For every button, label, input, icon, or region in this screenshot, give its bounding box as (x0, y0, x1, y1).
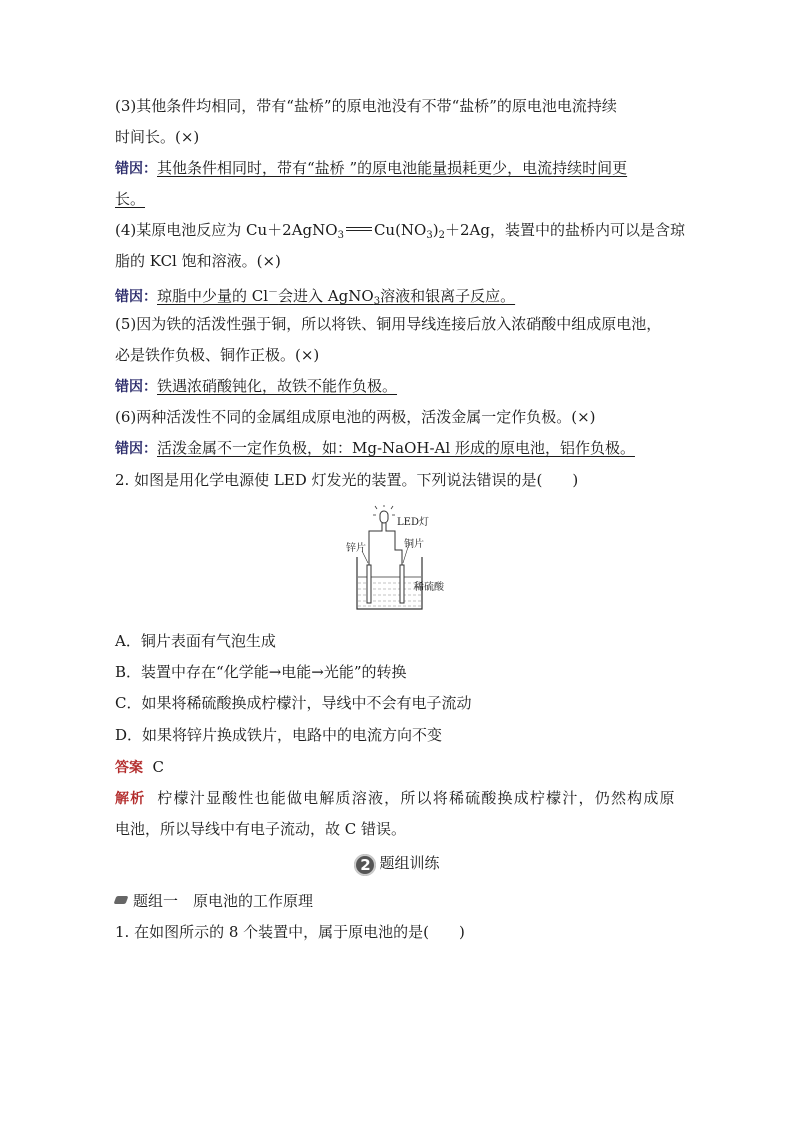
q4-text-b: Cu(NO (373, 221, 427, 239)
group-title: 题组一 原电池的工作原理 (133, 892, 314, 910)
cause-3-text-end: 长。 (115, 190, 146, 208)
cause-3-line-1 (115, 157, 627, 180)
zinc-plate (367, 565, 371, 603)
option-c: C．如果将稀硫酸换成柠檬汁，导线中不会有电子流动 (115, 694, 472, 712)
cause-tag: 错因： (115, 289, 157, 305)
c4-sup: － (268, 287, 279, 298)
cause-3-line-2 (115, 188, 145, 210)
question-3-line-2: 时间长。(×) (115, 128, 200, 146)
explanation-line-1 (115, 787, 676, 810)
label-zinc: 锌片 (346, 543, 366, 554)
explanation-line-2: 电池，所以导线中有电子流动，故 C 错误。 (115, 820, 407, 838)
option-d: D．如果将锌片换成铁片，电路中的电流方向不变 (115, 726, 443, 744)
cause-5-line (115, 375, 397, 398)
cause-tag: 错因： (115, 441, 157, 457)
explanation-text: 柠檬汁显酸性也能做电解质溶液，所以将稀硫酸换成柠檬汁，仍然构成原 (157, 789, 676, 807)
answer-tag: 答案 (115, 760, 143, 776)
section-number-badge: 2 (354, 854, 376, 876)
equals-sign (346, 227, 372, 231)
question-4-line-2: 脂的 KCl 饱和溶液。(×) (115, 252, 281, 270)
copper-plate (400, 565, 404, 603)
cause-6-text: 活泼金属不一定作负极，如：Mg-NaOH-Al 形成的原电池，铝作负极。 (157, 439, 635, 457)
section-header (0, 852, 794, 876)
question-2-stem: 2. 如图是用化学电源使 LED 灯发光的装置。下列说法错误的是( ) (115, 471, 579, 489)
c4-sub: 3 (373, 296, 381, 307)
explanation-tag: 解析 (115, 791, 146, 807)
cause-5-text: 铁遇浓硝酸钝化，故铁不能作负极。 (157, 377, 398, 395)
q4-text-c: ) (432, 221, 439, 239)
cause-tag: 错因： (115, 379, 157, 395)
label-led: LED灯 (397, 517, 429, 528)
option-b: B．装置中存在“化学能→电能→光能”的转换 (115, 663, 407, 681)
question-1-stem: 1. 在如图所示的 8 个装置中，属于原电池的是( ) (115, 923, 465, 941)
section-title: 题组训练 (379, 854, 440, 872)
label-acid: 稀硫酸 (414, 582, 444, 593)
q4-sub-1: 3 (337, 230, 344, 241)
q4-sub-3: 2 (438, 230, 445, 241)
question-4-line-1 (115, 219, 685, 247)
pencil-icon (114, 896, 129, 904)
c4-text-b: 会进入 AgNO (278, 287, 374, 305)
led-cell-diagram (340, 505, 470, 615)
q4-text-d: ＋2Ag，装置中的盐桥内可以是含琼 (444, 221, 685, 239)
led-bulb-icon (373, 505, 395, 523)
answer-line (115, 756, 164, 779)
question-3-line-1: (3)其他条件均相同，带有“盐桥”的原电池没有不带“盐桥”的原电池电流持续 (115, 97, 617, 115)
option-a: A．铜片表面有气泡生成 (115, 632, 276, 650)
cause-4-line (115, 282, 515, 313)
question-6-line: (6)两种活泼性不同的金属组成原电池的两极，活泼金属一定作负极。(×) (115, 408, 596, 426)
c4-text-c: 溶液和银离子反应。 (380, 287, 516, 305)
label-copper: 铜片 (404, 539, 424, 550)
cause-3-text: 其他条件相同时，带有“盐桥 ”的原电池能量损耗更少，电流持续时间更 (157, 159, 628, 177)
q4-text-a: (4)某原电池反应为 Cu＋2AgNO (115, 221, 338, 239)
cause-6-line (115, 437, 635, 460)
q4-sub-2: 3 (426, 230, 433, 241)
answer-value: C (152, 758, 165, 776)
cause-tag: 错因： (115, 161, 157, 177)
group-heading (115, 890, 313, 912)
question-5-line-2: 必是铁作负极、铜作正极。(×) (115, 346, 320, 364)
question-5-line-1: (5)因为铁的活泼性强于铜，所以将铁、铜用导线连接后放入浓硝酸中组成原电池， (115, 315, 662, 333)
cause-4-text (157, 287, 515, 305)
c4-text-a: 琼脂中少量的 Cl (157, 287, 269, 305)
